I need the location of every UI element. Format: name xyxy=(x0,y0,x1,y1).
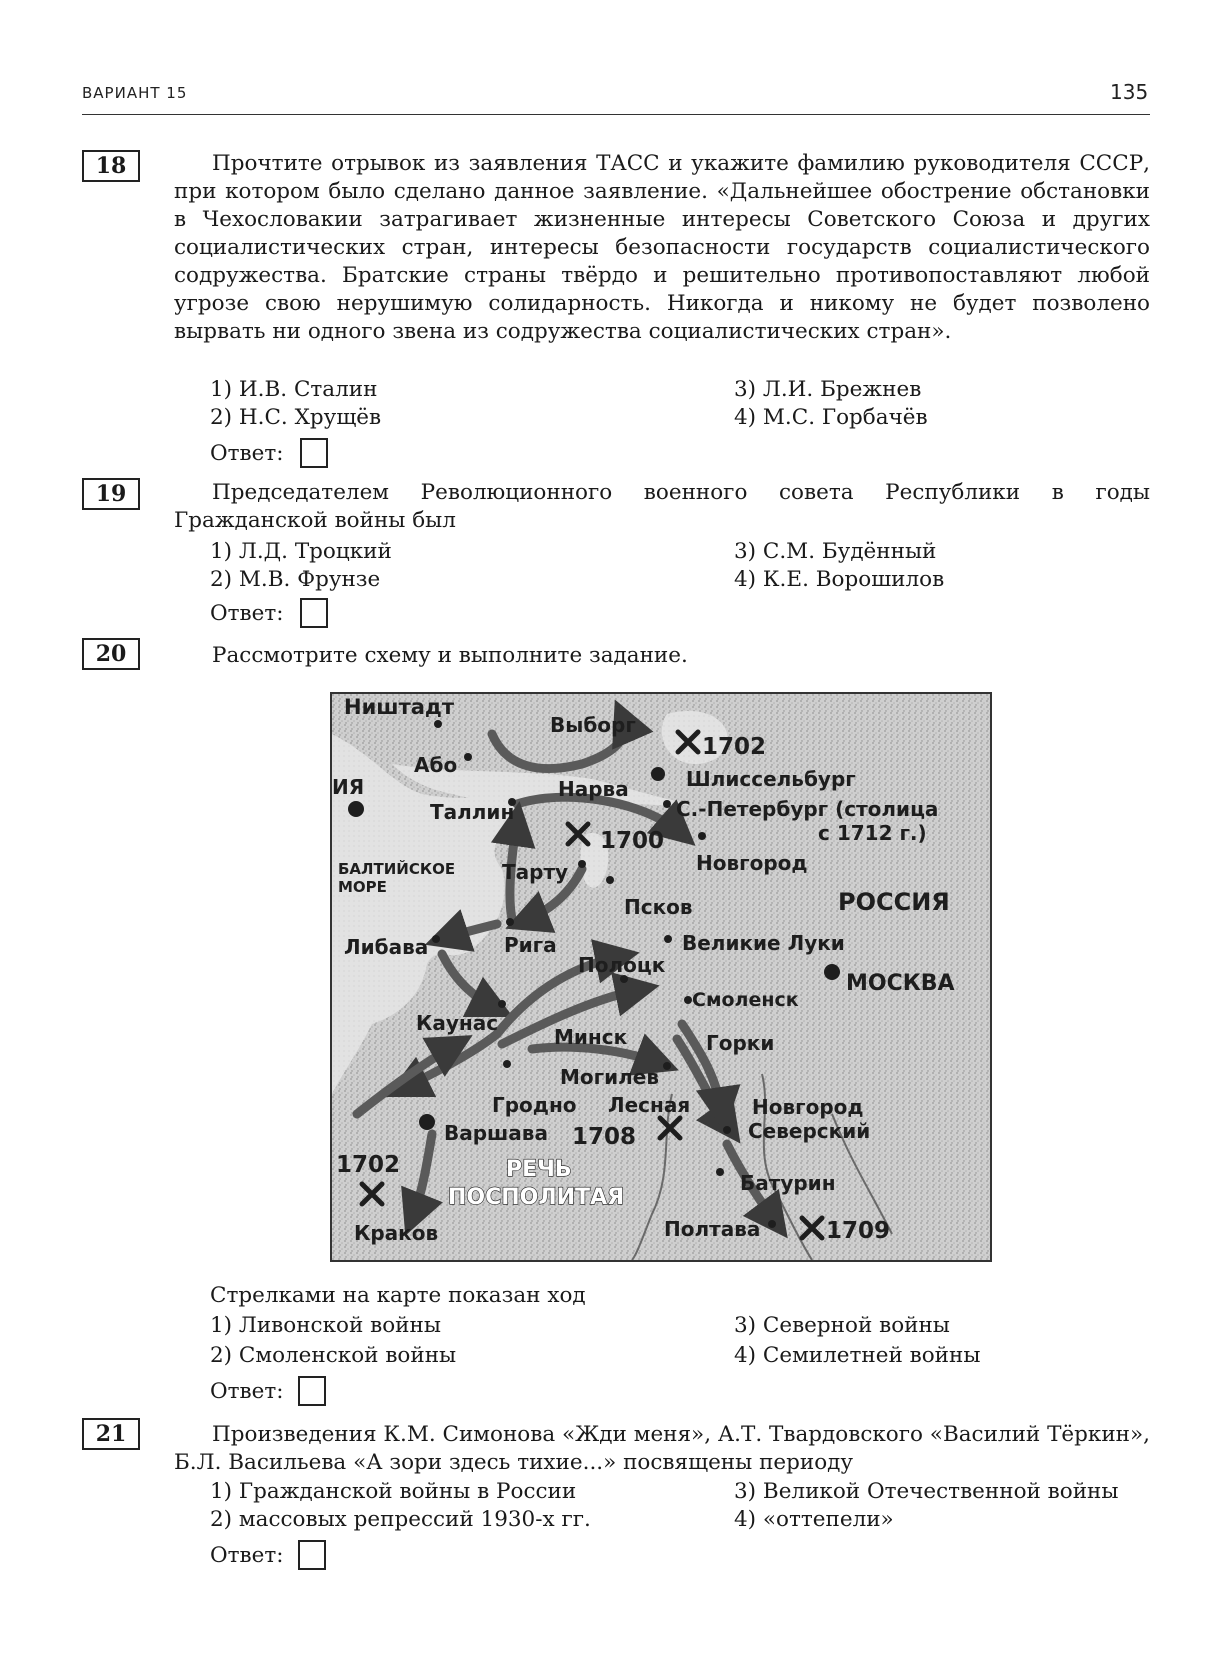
map-label-varshava: Варшава xyxy=(444,1121,548,1145)
question-21-text: Произведения К.М. Симонова «Жди меня», А.Т. Твардовского «Василий Тёркин», Б.Л. Васильева «А зори здесь тихие...» посвящены периоду xyxy=(174,1422,1150,1475)
map-label-1700: 1700 xyxy=(600,828,665,854)
map-label-libava: Либава xyxy=(344,935,429,959)
variant-label: ВАРИАНТ 15 xyxy=(82,84,188,102)
question-19-text: Председателем Революционного военного совета Республики в годы Гражданской войны был xyxy=(174,480,1150,533)
map-label-kaunas: Каунас xyxy=(416,1011,499,1035)
map-label-novgorod-severskiy2: Северский xyxy=(748,1119,871,1143)
question-21-number: 21 xyxy=(82,1418,140,1450)
page-number: 135 xyxy=(1110,80,1149,104)
map-label-riga: Рига xyxy=(504,933,557,957)
map-label-ya: ИЯ xyxy=(332,775,365,799)
q18-option-2: 2) Н.С. Хрущёв xyxy=(210,405,382,430)
q19-option-2: 2) М.В. Фрунзе xyxy=(210,567,381,592)
map-label-novgorod: Новгород xyxy=(696,851,808,875)
q20-option-3: 3) Северной войны xyxy=(734,1313,950,1338)
q18-option-3: 3) Л.И. Брежнев xyxy=(734,377,922,402)
map-label-baturin: Батурин xyxy=(740,1171,836,1195)
map-label-moscow: МОСКВА xyxy=(846,971,955,996)
question-20-number: 20 xyxy=(82,638,140,670)
map-label-gorki: Горки xyxy=(706,1031,775,1055)
map-label-tallin: Таллин xyxy=(430,800,515,824)
question-19-number: 19 xyxy=(82,478,140,510)
map-label-rech2: ПОСПОЛИТАЯ xyxy=(448,1185,625,1210)
map-label-spb2: с 1712 г.) xyxy=(818,821,927,845)
map-label-baltic1: БАЛТИЙСКОЕ xyxy=(338,860,456,878)
q18-answer-box[interactable] xyxy=(300,438,328,468)
map-label-rech1: РЕЧЬ xyxy=(506,1157,572,1182)
q19-option-1: 1) Л.Д. Троцкий xyxy=(210,539,392,564)
q21-option-3: 3) Великой Отечественной войны xyxy=(734,1479,1119,1504)
q20-option-2: 2) Смоленской войны xyxy=(210,1343,457,1368)
map-label-lesnaya: Лесная xyxy=(608,1093,691,1117)
q20-option-1: 1) Ливонской войны xyxy=(210,1313,441,1338)
map-label-grodno: Гродно xyxy=(492,1093,577,1117)
q20-answer-box[interactable] xyxy=(298,1376,326,1406)
map-label-abo: Або xyxy=(414,753,458,777)
q18-option-4: 4) М.С. Горбачёв xyxy=(734,405,928,430)
map-label-mogilev: Могилев xyxy=(560,1065,659,1089)
q20-caption: Стрелками на карте показан ход xyxy=(210,1283,586,1308)
header-rule xyxy=(82,114,1150,115)
map-label-1708: 1708 xyxy=(572,1124,637,1150)
q18-option-1: 1) И.В. Сталин xyxy=(210,377,378,402)
map-label-1702b: 1702 xyxy=(336,1152,401,1178)
map-label-novgorod-severskiy1: Новгород xyxy=(752,1095,864,1119)
question-18-text: Прочтите отрывок из заявления ТАСС и укажите фамилию руководителя СССР, при котором было сделано данное заявление. «Дальнейшее обострение обстановки в Чехословакии затрагивает жизненные интересы Советского Союза и других социалистических стран, интересы безопасности государств социалистического содружества. Братские страны твёрдо и решительно противопоставляют любой угрозе свою нерушимую солидарность. Никогда и никому не будет позволено вырвать ни одного звена из содружества социалистических стран». xyxy=(174,151,1150,344)
map-label-polotsk: Полоцк xyxy=(578,953,666,977)
q21-option-4: 4) «оттепели» xyxy=(734,1507,894,1532)
q21-answer-box[interactable] xyxy=(298,1540,326,1570)
map-label-russia: РОССИЯ xyxy=(838,888,950,916)
map-label-1709: 1709 xyxy=(826,1218,891,1244)
map-label-velikie-luki: Великие Луки xyxy=(682,931,845,955)
q19-option-4: 4) К.Е. Ворошилов xyxy=(734,567,945,592)
map-label-vyborg: Выборг xyxy=(550,713,636,737)
question-20-text: Рассмотрите схему и выполните задание. xyxy=(212,643,688,668)
q21-answer-label: Ответ: xyxy=(210,1543,284,1568)
map-label-tartu: Тарту xyxy=(502,860,569,884)
q21-option-2: 2) массовых репрессий 1930-х гг. xyxy=(210,1507,591,1532)
q21-option-1: 1) Гражданской войны в России xyxy=(210,1479,577,1504)
q19-answer-label: Ответ: xyxy=(210,601,284,626)
map-label-spb: С.-Петербург (столица xyxy=(676,797,939,821)
northern-war-map xyxy=(330,692,992,1262)
map-label-smolensk: Смоленск xyxy=(692,989,799,1011)
map-label-minsk: Минск xyxy=(554,1025,628,1049)
map-label-poltava: Полтава xyxy=(664,1217,761,1241)
map-label-nishtadt: Ништадт xyxy=(344,695,455,719)
map-label-1702a: 1702 xyxy=(702,734,767,760)
question-18-number: 18 xyxy=(82,150,140,182)
map-label-shlisselburg: Шлиссельбург xyxy=(686,767,856,791)
q19-option-3: 3) С.М. Будённый xyxy=(734,539,937,564)
q20-option-4: 4) Семилетней войны xyxy=(734,1343,981,1368)
map-label-krakov: Краков xyxy=(354,1221,439,1245)
map-label-pskov: Псков xyxy=(624,895,693,919)
q18-answer-label: Ответ: xyxy=(210,441,284,466)
map-label-baltic2: МОРЕ xyxy=(338,878,387,896)
q19-answer-box[interactable] xyxy=(300,598,328,628)
q20-answer-label: Ответ: xyxy=(210,1379,284,1404)
map-label-narva: Нарва xyxy=(558,777,629,801)
